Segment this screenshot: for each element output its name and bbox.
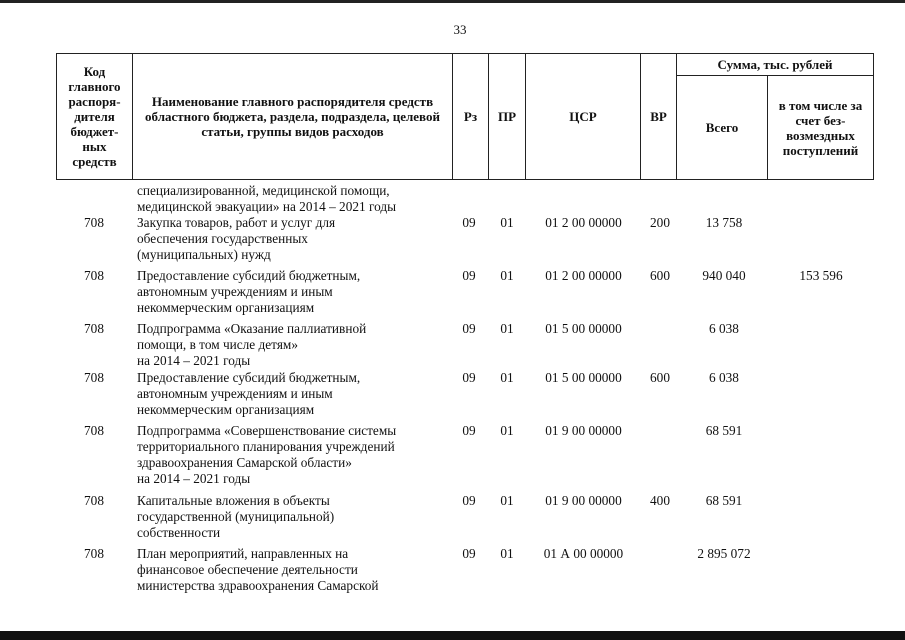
cell-name: Предоставление субсидий бюджетным, автономным учреждениям и иным некоммерческим организациям (137, 370, 361, 417)
cell-total: 940 040 (702, 268, 746, 283)
cell-vr: 200 (650, 215, 670, 230)
cell-total: 2 895 072 (697, 546, 751, 561)
bottom-border (0, 631, 905, 640)
header-rz: Рз (453, 54, 489, 180)
cell-csr: 01 2 00 00000 (545, 215, 622, 230)
cell-csr: 01 А 00 00000 (543, 546, 624, 561)
header-code: Код главного распоря-дителя бюджет-ных средств (57, 54, 133, 180)
table-row (56, 423, 875, 493)
cell-code: 708 (84, 423, 104, 438)
cell-total: 68 591 (705, 493, 743, 508)
cell-code: 708 (84, 370, 104, 385)
cell-csr: 01 2 00 00000 (545, 268, 622, 283)
table-row (56, 268, 875, 321)
header-csr: ЦСР (526, 54, 641, 180)
cell-code: 708 (84, 215, 104, 230)
header-name: Наименование главного распорядителя средств областного бюджета, раздела, подраздела, целевой статьи, группы видов расходов (133, 54, 453, 180)
table-row (56, 215, 875, 268)
cell-incl: 153 596 (799, 268, 843, 283)
cell-total: 68 591 (705, 423, 743, 438)
cell-name: Закупка товаров, работ и услуг для обеспечения государственных (муниципальных) нужд (137, 215, 336, 262)
cell-pr: 01 (500, 370, 514, 385)
cell-total: 6 038 (709, 370, 739, 385)
cell-rz: 09 (462, 215, 476, 230)
cell-name: Предоставление субсидий бюджетным, автономным учреждениям и иным некоммерческим организациям (137, 268, 361, 315)
cell-code: 708 (84, 321, 104, 336)
cell-code: 708 (84, 268, 104, 283)
cell-code: 708 (84, 546, 104, 561)
table-row (56, 321, 875, 370)
cell-csr: 01 9 00 00000 (545, 493, 622, 508)
cell-vr: 600 (650, 370, 670, 385)
header-total: Всего (677, 76, 768, 180)
header-vr: ВР (641, 54, 677, 180)
page-number: 33 (453, 22, 467, 37)
cell-total: 13 758 (705, 215, 743, 230)
cell-pr: 01 (500, 493, 514, 508)
cell-rz: 09 (462, 493, 476, 508)
header-sum: Сумма, тыс. рублей (677, 54, 874, 76)
cell-pr: 01 (500, 423, 514, 438)
cell-name: Подпрограмма «Оказание паллиативной помощи, в том числе детям» на 2014 – 2021 годы (137, 321, 367, 368)
cell-name: Подпрограмма «Совершенствование системы территориального планирования учреждений здравоохранения Самарской области» на 2014 – 2021 годы (137, 423, 397, 486)
cell-vr: 600 (650, 268, 670, 283)
header-pr: ПР (489, 54, 526, 180)
table-body (56, 183, 875, 596)
table-row (56, 183, 875, 215)
cell-pr: 01 (500, 268, 514, 283)
header-incl: в том числе за счет без-возмездных поступлений (768, 76, 874, 180)
cell-csr: 01 9 00 00000 (545, 423, 622, 438)
cell-rz: 09 (462, 321, 476, 336)
cell-name: специализированной, медицинской помощи, медицинской эвакуации» на 2014 – 2021 годы (137, 183, 397, 214)
cell-total: 6 038 (709, 321, 739, 336)
top-border (0, 0, 905, 3)
table-row (56, 546, 875, 596)
cell-rz: 09 (462, 546, 476, 561)
cell-code: 708 (84, 493, 104, 508)
cell-pr: 01 (500, 546, 514, 561)
cell-name: Капитальные вложения в объекты государственной (муниципальной) собственности (137, 493, 335, 540)
cell-pr: 01 (500, 215, 514, 230)
cell-pr: 01 (500, 321, 514, 336)
table-row (56, 370, 875, 423)
cell-rz: 09 (462, 268, 476, 283)
cell-name: План мероприятий, направленных на финансовое обеспечение деятельности министерства здравоохранения Самарской (137, 546, 379, 593)
cell-vr: 400 (650, 493, 670, 508)
cell-csr: 01 5 00 00000 (545, 370, 622, 385)
cell-rz: 09 (462, 370, 476, 385)
cell-rz: 09 (462, 423, 476, 438)
table-row (56, 493, 875, 546)
table-header (56, 53, 874, 180)
cell-csr: 01 5 00 00000 (545, 321, 622, 336)
